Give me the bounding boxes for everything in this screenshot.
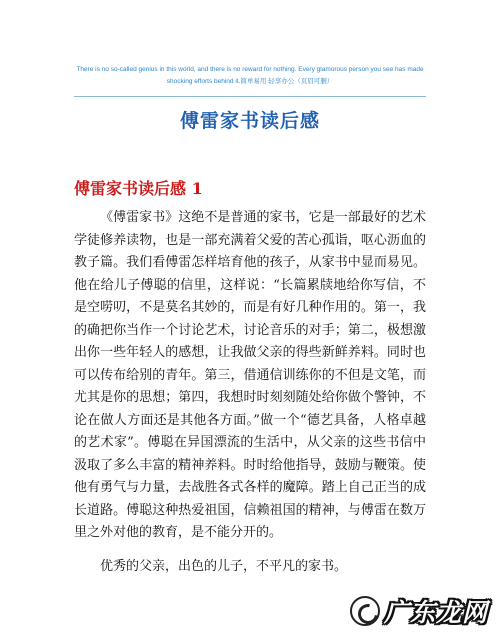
site-watermark [350,593,488,629]
body-paragraph: 《傅雷家书》这绝不是普通的家书，它是一部最好的艺术学徒修养读物，也是一部充满着父爱的苦心孤诣，呕心沥血的教子篇。我们看傅雷怎样培育他的孩子，从家书中显而易见。他在给儿子傅聪的信里，这样说：“长篇累牍地给你写信，不是空唠叨，不是莫名其妙的，而是有好几种作用的。第一，我的确把你当作一个讨论艺术，讨论音乐的对手；第二，极想激出你一些年轻人的感想，让我做父亲的得些新鲜养料。同时也可以传布给别的青年。第三，借通信训练你的不但是文笔，而尤其是你的思想；第四，我想时时刻刻随处给你做个警钟，不论在做人方面还是其他各方面。”做一个“德艺具备，人格卓越的艺术家”。傅聪在异国漂流的生活中，从父亲的这些书信中汲取了多么丰富的精神养料。时时给他指导，鼓励与鞭策。使他有勇气与力量，去战胜各式各样的魔障。踏上自己正当的成长道路。傅聪这种热爱祖国，信赖祖国的精神，与傅雷在数万里之外对他的教育，是不能分开的。 [74,210,426,540]
document-title: 傅雷家书读后感 [179,110,320,132]
watermark-text: 广东龙网 [383,598,488,627]
header-note: There is no so-called genius in this world, and there is no reward for nothing. Every glamorous person you see has made shocking efforts behind it.简单易用 轻享办公（页眉可删） [76,66,424,85]
body-paragraph: 优秀的父亲，出色的儿子，不平凡的家书。 [100,558,348,574]
watermark-logo-icon [350,596,380,626]
header-divider [74,96,426,97]
section-title: 傅雷家书读后感 1 [74,179,203,198]
document-body [74,207,426,578]
